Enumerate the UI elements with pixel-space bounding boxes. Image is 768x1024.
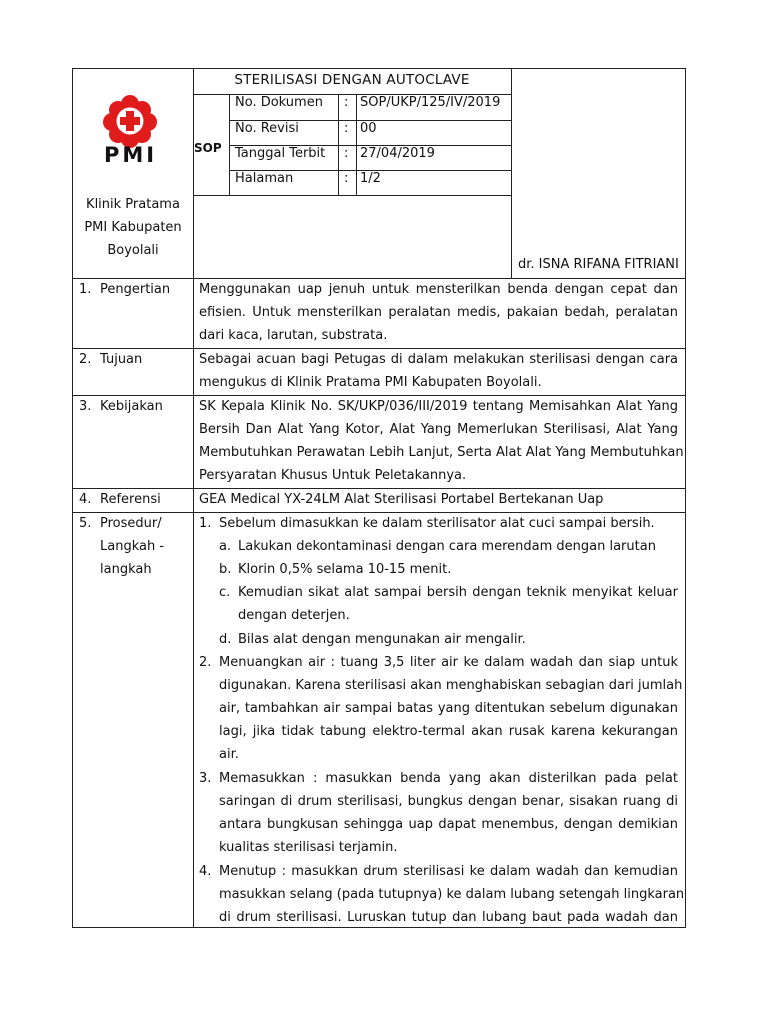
logo-wordmark: PMI [104, 143, 158, 167]
sop-label: SOP [194, 141, 222, 155]
substep-marker: a. [219, 539, 232, 554]
step-text: saringan di drum sterilisasi, bungkus dengan benar, sisakan ruang di [219, 794, 678, 809]
section-number: 1. [79, 282, 92, 297]
kebijakan-line: SK Kepala Klinik No. SK/UKP/036/III/2019 tentang Memisahkan Alat Yang [199, 399, 678, 414]
pengertian-line: efisien. Untuk mensterilkan peralatan medis, pakaian bedah, peralatan [199, 305, 678, 320]
org-name-line: PMI Kabupaten [84, 220, 182, 235]
step-number: 2. [199, 655, 212, 670]
substep-text: Lakukan dekontaminasi dengan cara merendam dengan larutan [238, 539, 656, 554]
step-number: 1. [199, 516, 212, 531]
step-text: Sebelum dimasukkan ke dalam sterilisator alat cuci sampai bersih. [219, 516, 655, 531]
meta-separator: : [344, 121, 349, 136]
tujuan-line: mengukus di Klinik Pratama PMI Kabupaten Boyolali. [199, 375, 542, 390]
step-text: di drum sterilisasi. Luruskan tutup dan lubang baut pada wadah dan [219, 910, 678, 925]
substep-marker: b. [219, 562, 232, 577]
section-label-prosedur: Prosedur/ [100, 516, 162, 531]
grid-line [193, 68, 194, 278]
step-number: 4. [199, 864, 212, 879]
document-title: STERILISASI DENGAN AUTOCLAVE [234, 72, 470, 88]
section-number: 2. [79, 352, 92, 367]
step-text: digunakan. Karena sterilisasi akan menghabiskan sebagian dari jumlah [219, 678, 683, 693]
step-text: Menuangkan air : tuang 3,5 liter air ke dalam wadah dan siap untuk [219, 655, 678, 670]
pengertian-line: Menggunakan uap jenuh untuk mensterilkan benda dengan cepat dan [199, 282, 678, 297]
grid-line [511, 68, 512, 278]
section-number: 3. [79, 399, 92, 414]
referensi-line: GEA Medical YX-24LM Alat Sterilisasi Portabel Bertekanan Uap [199, 492, 604, 507]
section-label-tujuan: Tujuan [100, 352, 143, 367]
kebijakan-line: Persyaratan Khusus Untuk Peletakannya. [199, 468, 467, 483]
grid-line [193, 195, 511, 196]
tujuan-line: Sebagai acuan bagi Petugas di dalam melakukan sterilisasi dengan cara [199, 352, 678, 367]
step-text: air, tambahkan air sampai batas yang ditentukan sebelum digunakan [219, 701, 678, 716]
substep-text: dengan deterjen. [238, 608, 350, 623]
section-label-kebijakan: Kebijakan [100, 399, 163, 414]
signatory-name: dr. ISNA RIFANA FITRIANI [518, 257, 679, 272]
meta-label-revision: No. Revisi [235, 121, 299, 136]
meta-value-revision: 00 [360, 121, 377, 136]
section-number: 5. [79, 516, 92, 531]
step-text: antara bungkusan sehingga uap dapat menembus, dengan demikian [219, 817, 678, 832]
step-text: Menutup : masukkan drum sterilisasi ke dalam wadah dan kemudian [219, 864, 678, 879]
substep-text: Klorin 0,5% selama 10-15 menit. [238, 562, 452, 577]
substep-text: Bilas alat dengan mengunakan air mengalir. [238, 632, 526, 647]
org-name-line: Boyolali [107, 243, 159, 258]
meta-value-issue-date: 27/04/2019 [360, 146, 435, 161]
step-text: kualitas sterilisasi terjamin. [219, 840, 398, 855]
meta-separator: : [344, 146, 349, 161]
meta-label-issue-date: Tanggal Terbit [235, 146, 326, 161]
substep-text: Kemudian sikat alat sampai bersih dengan teknik menyikat keluar [238, 585, 678, 600]
org-name-line: Klinik Pratama [86, 197, 180, 212]
pengertian-line: dari kaca, larutan, substrata. [199, 328, 388, 343]
substep-marker: c. [219, 585, 231, 600]
substep-marker: d. [219, 632, 232, 647]
step-text: lagi, jika tidak tabung elektro-termal akan rusak karena kekurangan [219, 724, 678, 739]
section-label-prosedur: Langkah - [100, 539, 165, 554]
step-number: 3. [199, 771, 212, 786]
meta-separator: : [344, 95, 349, 110]
kebijakan-line: Bersih Dan Alat Yang Kotor, Alat Yang Memerlukan Sterilisasi, Alat Yang [199, 422, 678, 437]
section-label-prosedur: langkah [100, 562, 152, 577]
step-text: Memasukkan : masukkan benda yang akan disterilkan pada pelat [219, 771, 678, 786]
meta-value-doc-number: SOP/UKP/125/IV/2019 [360, 95, 501, 110]
section-label-referensi: Referensi [100, 492, 161, 507]
meta-label-page: Halaman [235, 171, 294, 186]
step-text: air. [219, 747, 239, 762]
grid-line [193, 278, 194, 928]
meta-separator: : [344, 171, 349, 186]
meta-label-doc-number: No. Dokumen [235, 95, 323, 110]
section-label-pengertian: Pengertian [100, 282, 171, 297]
section-number: 4. [79, 492, 92, 507]
step-text: masukkan selang (pada tutupnya) ke dalam lubang setengah lingkaran [219, 887, 685, 902]
kebijakan-line: Membutuhkan Perawatan Lebih Lanjut, Serta Alat Alat Yang Membutuhkan [199, 445, 684, 460]
meta-value-page: 1/2 [360, 171, 381, 186]
